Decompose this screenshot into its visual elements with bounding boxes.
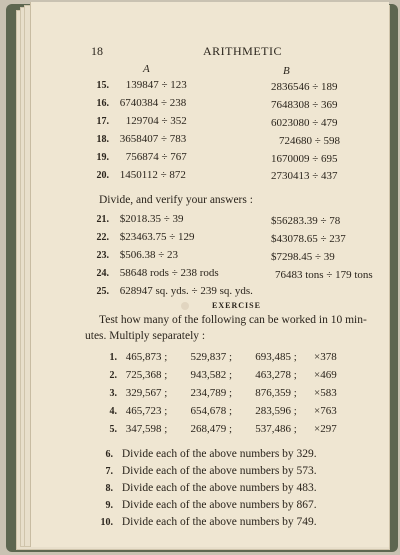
problem-a: 3658407 ÷ 783 xyxy=(119,133,187,145)
multiplier: ×763 xyxy=(314,405,337,417)
problem-a: $506.38 ÷ 23 xyxy=(119,249,179,261)
problem-b: 724680 ÷ 598 xyxy=(279,135,341,147)
problem-number: 20. xyxy=(96,170,109,181)
factor: 465,723 ; xyxy=(125,405,168,417)
problem-number: 7. xyxy=(105,466,113,477)
column-b-heading: B xyxy=(283,65,290,77)
problem-a: 756874 ÷ 767 xyxy=(125,151,187,163)
problem-number: 5. xyxy=(109,424,117,435)
problem-a: 139847 ÷ 123 xyxy=(125,79,187,91)
problem-number: 15. xyxy=(96,80,109,91)
divide-row xyxy=(91,482,317,494)
problem-b: 1670009 ÷ 695 xyxy=(271,153,338,165)
problem-b: 2836546 ÷ 189 xyxy=(271,81,338,93)
problem-number: 18. xyxy=(96,134,109,145)
column-a-heading: A xyxy=(143,63,150,75)
problem-row xyxy=(87,151,187,163)
problem-row xyxy=(87,285,253,297)
problem-a: 628947 sq. yds. ÷ 239 sq. yds. xyxy=(119,285,253,297)
problem-number: 1. xyxy=(109,352,117,363)
problem-row xyxy=(87,133,186,145)
problem-number: 16. xyxy=(96,98,109,109)
problem-number: 6. xyxy=(105,449,113,460)
problem-row xyxy=(87,267,219,279)
factor: 463,278 ; xyxy=(255,369,297,381)
problem-b: $43078.65 ÷ 237 xyxy=(271,233,346,245)
divide-text: Divide each of the above numbers by 329. xyxy=(121,448,317,460)
divide-text: Divide each of the above numbers by 867. xyxy=(121,499,317,511)
factor: 347,598 ; xyxy=(125,423,168,435)
factor: 283,596 ; xyxy=(255,405,297,417)
divide-text: Divide each of the above numbers by 573. xyxy=(121,465,317,477)
problem-b: $56283.39 ÷ 78 xyxy=(271,215,341,227)
problem-b: $7298.45 ÷ 39 xyxy=(271,251,335,263)
problem-number: 22. xyxy=(96,232,109,243)
problem-number: 8. xyxy=(105,483,113,494)
factor: 943,582 ; xyxy=(190,369,233,381)
page-number: 18 xyxy=(91,44,103,58)
book-page xyxy=(30,2,389,547)
divide-text: Divide each of the above numbers by 749. xyxy=(121,516,317,528)
factor: 329,567 ; xyxy=(125,387,168,399)
factor: 693,485 ; xyxy=(255,351,297,363)
problem-number: 19. xyxy=(96,152,109,163)
problem-number: 17. xyxy=(96,116,109,127)
factor: 529,837 ; xyxy=(190,351,233,363)
problem-a: $23463.75 ÷ 129 xyxy=(119,231,195,243)
problem-number: 10. xyxy=(100,517,113,528)
problem-a: 1450112 ÷ 872 xyxy=(119,169,186,181)
multiply-row xyxy=(95,369,337,381)
factor: 268,479 ; xyxy=(190,423,233,435)
problem-number: 25. xyxy=(96,286,109,297)
verify-instruction: Divide, and verify your answers : xyxy=(99,194,253,206)
problem-number: 23. xyxy=(96,250,109,261)
exercise-intro-line2: utes. Multiply separately : xyxy=(85,330,206,342)
page-title: ARITHMETIC xyxy=(203,44,282,58)
exercise-intro-line1: Test how many of the following can be worked in 10 min- xyxy=(99,314,367,326)
problem-row xyxy=(87,115,187,127)
factor: 654,678 ; xyxy=(190,405,233,417)
ink-stain xyxy=(181,302,189,310)
problem-number: 9. xyxy=(105,500,113,511)
problem-b: 7648308 ÷ 369 xyxy=(271,99,338,111)
divide-text: Divide each of the above numbers by 483. xyxy=(121,482,317,494)
multiply-row xyxy=(95,387,337,399)
exercise-title: EXERCISE xyxy=(212,301,261,310)
multiply-row xyxy=(95,423,337,435)
problem-a: 129704 ÷ 352 xyxy=(125,115,187,127)
divide-row xyxy=(91,499,317,511)
problem-row xyxy=(87,213,184,225)
factor: 234,789 ; xyxy=(190,387,233,399)
factor: 537,486 ; xyxy=(255,423,297,435)
multiplier: ×378 xyxy=(314,351,337,363)
problem-number: 3. xyxy=(109,388,117,399)
problem-number: 2. xyxy=(109,370,117,381)
multiplier: ×469 xyxy=(314,369,337,381)
problem-row xyxy=(87,231,195,243)
problem-row xyxy=(87,79,187,91)
multiply-row xyxy=(95,351,337,363)
problem-number: 21. xyxy=(96,214,109,225)
factor: 876,359 ; xyxy=(255,387,297,399)
problem-a: 6740384 ÷ 238 xyxy=(119,97,187,109)
problem-b: 76483 tons ÷ 179 tons xyxy=(275,269,373,281)
multiply-row xyxy=(95,405,337,417)
divide-row xyxy=(91,448,317,460)
factor: 725,368 ; xyxy=(125,369,168,381)
problem-b: 6023080 ÷ 479 xyxy=(271,117,338,129)
divide-row xyxy=(91,465,317,477)
factor: 465,873 ; xyxy=(125,351,168,363)
problem-a: 58648 rods ÷ 238 rods xyxy=(119,267,219,279)
problem-row xyxy=(87,97,186,109)
divide-row xyxy=(91,516,317,528)
problem-number: 4. xyxy=(109,406,117,417)
multiplier: ×297 xyxy=(314,423,337,435)
problem-row xyxy=(87,169,186,181)
problem-row xyxy=(87,249,178,261)
problem-b: 2730413 ÷ 437 xyxy=(271,170,338,182)
multiplier: ×583 xyxy=(314,387,337,399)
problem-number: 24. xyxy=(96,268,109,279)
problem-a: $2018.35 ÷ 39 xyxy=(119,213,184,225)
